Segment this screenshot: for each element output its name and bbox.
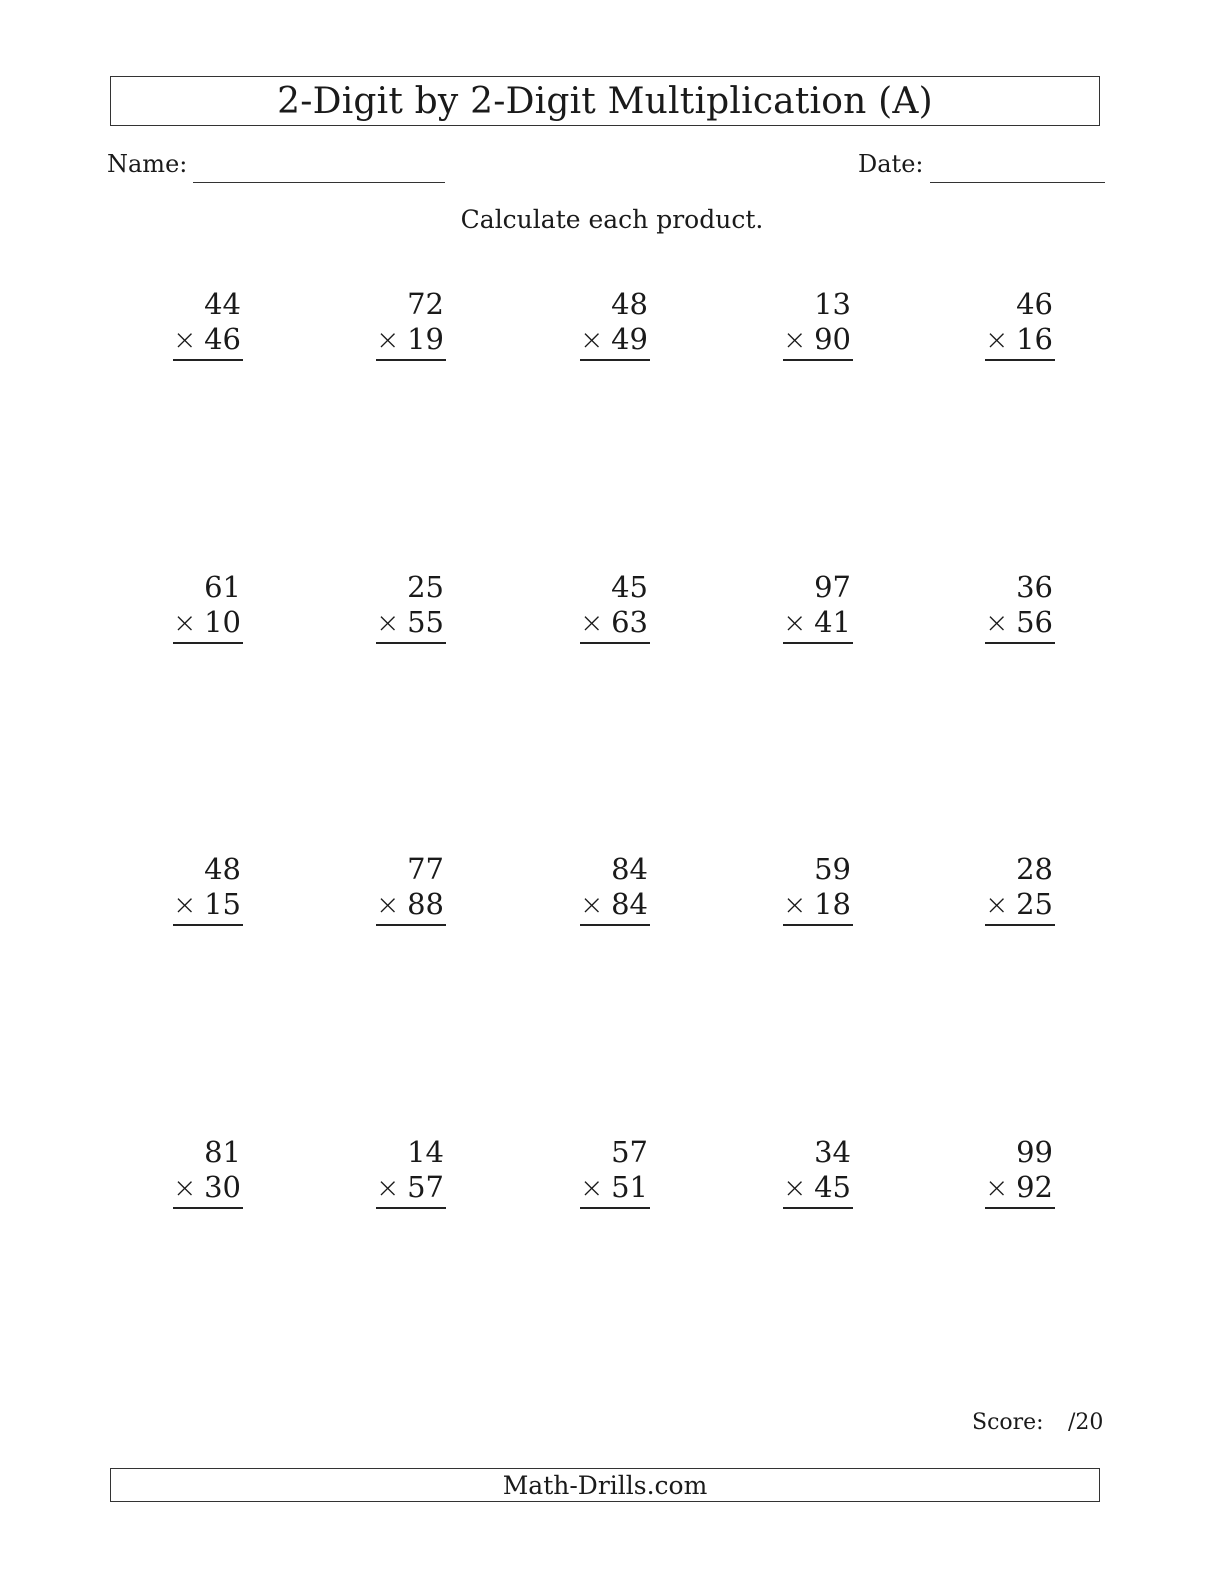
problem-5 [985,287,1055,361]
times-icon: × [985,888,1009,921]
times-icon: × [985,1171,1009,1204]
multiplier-row [173,322,243,361]
multiplicand: 81 [204,1135,241,1169]
multiplier-row [783,605,853,644]
multiplier-row [173,1170,243,1209]
times-icon: × [173,606,197,639]
problem-18 [580,1135,650,1209]
problem-20 [985,1135,1055,1209]
multiplier: 92 [1016,1170,1053,1204]
multiplier-row [376,605,446,644]
problem-10 [985,570,1055,644]
multiplier-row [985,605,1055,644]
multiplicand: 97 [814,570,851,604]
multiplier-row [173,887,243,926]
multiplier-row [376,322,446,361]
multiplier-row [985,887,1055,926]
multiplicand: 57 [611,1135,648,1169]
footer-text: Math-Drills.com [502,1470,708,1500]
times-icon: × [173,888,197,921]
times-icon: × [173,323,197,356]
multiplier: 84 [611,887,648,921]
problem-1 [173,287,243,361]
multiplicand: 48 [611,287,648,321]
multiplier-row [580,605,650,644]
multiplicand: 34 [814,1135,851,1169]
problem-6 [173,570,243,644]
multiplicand: 28 [1016,852,1053,886]
multiplier: 15 [204,887,241,921]
problem-15 [985,852,1055,926]
multiplier: 51 [611,1170,648,1204]
times-icon: × [376,888,400,921]
problem-16 [173,1135,243,1209]
problem-13 [580,852,650,926]
multiplier: 55 [407,605,444,639]
times-icon: × [783,323,807,356]
name-label: Name: [107,150,188,178]
instructions: Calculate each product. [460,205,764,234]
multiplier: 90 [814,322,851,356]
multiplicand: 46 [1016,287,1053,321]
multiplier: 57 [407,1170,444,1204]
problem-4 [783,287,853,361]
multiplicand: 14 [407,1135,444,1169]
multiplier-row [985,1170,1055,1209]
multiplicand: 61 [204,570,241,604]
multiplicand: 72 [407,287,444,321]
multiplier-row [580,887,650,926]
times-icon: × [580,323,604,356]
multiplier: 30 [204,1170,241,1204]
problem-19 [783,1135,853,1209]
problem-7 [376,570,446,644]
multiplier: 16 [1016,322,1053,356]
problem-2 [376,287,446,361]
multiplier-row [580,1170,650,1209]
problem-14 [783,852,853,926]
multiplicand: 36 [1016,570,1053,604]
times-icon: × [376,1171,400,1204]
multiplier-row [580,322,650,361]
multiplier: 41 [814,605,851,639]
multiplicand: 84 [611,852,648,886]
problem-9 [783,570,853,644]
date-field[interactable] [930,182,1105,183]
title-box [110,76,1100,126]
times-icon: × [580,1171,604,1204]
times-icon: × [783,1171,807,1204]
problem-8 [580,570,650,644]
times-icon: × [985,323,1009,356]
multiplicand: 99 [1016,1135,1053,1169]
multiplier: 25 [1016,887,1053,921]
multiplier: 45 [814,1170,851,1204]
multiplier-row [173,605,243,644]
footer-box [110,1468,1100,1502]
multiplier: 46 [204,322,241,356]
score-total: /20 [1068,1410,1104,1435]
problem-12 [376,852,446,926]
problem-17 [376,1135,446,1209]
multiplier: 18 [814,887,851,921]
multiplier-row [376,1170,446,1209]
times-icon: × [173,1171,197,1204]
worksheet-title: 2-Digit by 2-Digit Multiplication (A) [277,80,933,122]
multiplier-row [985,322,1055,361]
multiplicand: 45 [611,570,648,604]
multiplicand: 25 [407,570,444,604]
multiplier: 56 [1016,605,1053,639]
multiplier-row [783,322,853,361]
multiplicand: 59 [814,852,851,886]
times-icon: × [376,323,400,356]
times-icon: × [580,888,604,921]
multiplier: 63 [611,605,648,639]
multiplier: 19 [407,322,444,356]
multiplicand: 77 [407,852,444,886]
multiplicand: 48 [204,852,241,886]
problem-11 [173,852,243,926]
times-icon: × [783,888,807,921]
date-label: Date: [858,150,924,178]
multiplier: 49 [611,322,648,356]
multiplier-row [783,1170,853,1209]
multiplier: 88 [407,887,444,921]
score-label: Score: [972,1410,1044,1435]
problem-3 [580,287,650,361]
times-icon: × [376,606,400,639]
name-field[interactable] [193,182,445,183]
multiplier-row [376,887,446,926]
multiplier: 10 [204,605,241,639]
times-icon: × [985,606,1009,639]
multiplicand: 44 [204,287,241,321]
multiplier-row [783,887,853,926]
times-icon: × [580,606,604,639]
times-icon: × [783,606,807,639]
multiplicand: 13 [814,287,851,321]
